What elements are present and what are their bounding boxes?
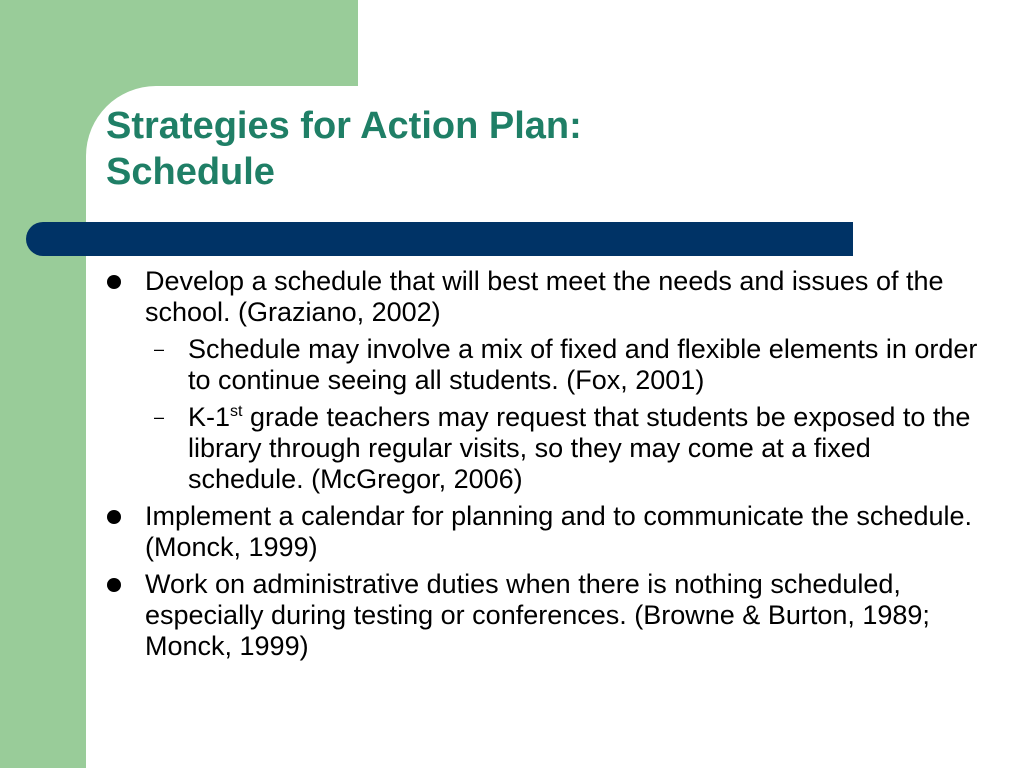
- sub-bullet-item-2: [154, 402, 984, 495]
- slide-title-line1: Strategies for Action Plan:: [106, 105, 582, 147]
- bullet-dot-icon: [107, 510, 121, 524]
- bullet-dot-icon: [107, 578, 121, 592]
- bullet-item-3: [104, 569, 984, 662]
- sub-bullet-superscript: st: [230, 403, 243, 420]
- bullet-dot-icon: [107, 275, 121, 289]
- title-divider-bar: [26, 222, 853, 256]
- dash-icon: –: [154, 339, 165, 359]
- sub-bullet-text: grade teachers may request that students be exposed to the library through regular visits, so they may come at a fixed schedule. (McGregor, 2006): [188, 402, 971, 494]
- sub-bullet-prefix: K-1: [188, 402, 231, 432]
- slide-title: [106, 103, 582, 195]
- bullet-item-2: [104, 501, 984, 563]
- slide-title-line2: Schedule: [106, 151, 275, 193]
- bullet-text: Develop a schedule that will best meet the needs and issues of the school. (Graziano, 2002): [145, 266, 944, 327]
- bullet-item-1: [104, 266, 984, 495]
- bullet-list: [104, 266, 984, 668]
- sub-bullet-item-1: [154, 334, 984, 396]
- bullet-text: Work on administrative duties when there is nothing scheduled, especially during testing or conferences. (Browne & Burton, 1989; Monck, 1999): [145, 569, 930, 661]
- dash-icon: –: [154, 407, 165, 427]
- bullet-text: Implement a calendar for planning and to communicate the schedule. (Monck, 1999): [145, 501, 972, 562]
- sub-bullet-text: Schedule may involve a mix of fixed and flexible elements in order to continue seeing all students. (Fox, 2001): [188, 334, 978, 395]
